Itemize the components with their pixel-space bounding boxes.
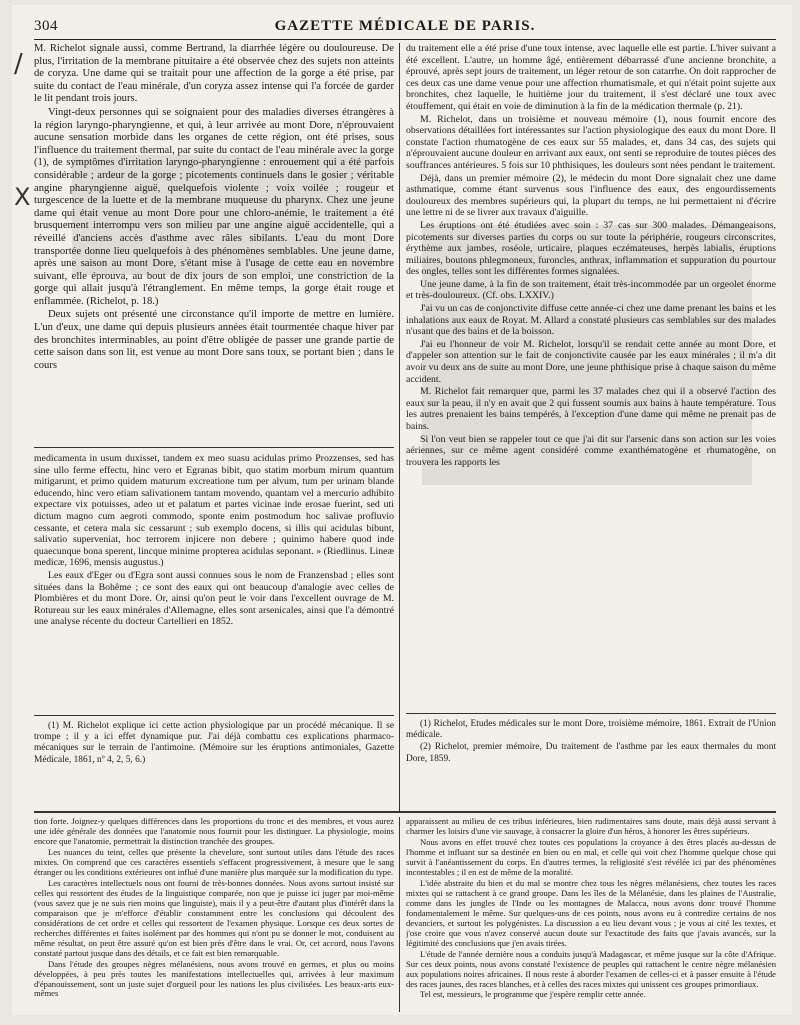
- paragraph: du traitement elle a été prise d'une toux intense, avec laquelle elle est partie. L'hiver suivant a été excellent. L'autre, un homme âgé, entièrement débarrassé d'une ancienne bronchite, a éprouvé, après sept jours de traitement, un léger retour de son catarrhe. On doit rapprocher de ces deux cas une dame venue pour une affection rhumatismale, et qui n'était point sujette aux bronchites, chez laquelle, le huitième jour du traitement, il s'est déclaré une toux avec étouffement, qui était en voie de diminution à la fin de la médication thermale (p. 21).: [406, 43, 776, 112]
- col1-rule: [34, 447, 394, 448]
- margin-x-mark: X: [14, 183, 31, 211]
- paragraph: M. Richelot signale aussi, comme Bertrand, la diarrhée légère ou douloureuse. De plus, l'irritation de la membrane pituitaire a été observée chez des sujets non atteints de coryza. Une dame qui se traitait pour une affection de la gorge a été prise, par suite du contact de l'eau minérale, d'un coryza assez intense qui l'a forcée de garder le lit pendant trois jours.: [34, 43, 394, 105]
- page-number: 304: [34, 18, 58, 34]
- journal-title: GAZETTE MÉDICALE DE PARIS.: [274, 18, 536, 34]
- column-2-footnotes: [406, 719, 776, 766]
- column-1-footnotes: [34, 721, 394, 767]
- paragraph: Les éruptions ont été étudiées avec soin : 37 cas sur 300 malades. Démangeaisons, picotements sur diverses parties du corps ou sur toute la périphérie, rougeurs circonscrites, érythème aux jambes, roséole, urticaire, plaques eczémateuses, herpès labialis, éruptions miliaires, boutons phlegmoneux, furoncles, anthrax, inflammation et suppuration du pourtour des ongles, telles sont les différentes formes signalées.: [406, 219, 776, 278]
- paragraph: Déjà, dans un premier mémoire (2), le médecin du mont Dore signalait chez une dame asthmatique, comme étant survenus sous l'influence des eaux, des engourdissements douloureux des membres supérieurs qui, la plupart du temps, ne lui permettaient ni d'écrire une lettre ni de se livrer aux travaux d'aiguille.: [406, 172, 776, 219]
- column-1-lower: [34, 453, 394, 629]
- paragraph: Les nuances du teint, celles que présente la chevelure, sont surtout utiles dans l'étude des races mixtes. On comprend que ces caractères essentiels s'effacent progressivement, à mesure que le sang étranger ou les conditions extérieures ont influé d'une manière plus marquée sur la modification du type.: [34, 846, 394, 877]
- column-3: [34, 817, 394, 1000]
- margin-slash-mark: /: [14, 49, 23, 79]
- page-header: [34, 15, 776, 40]
- section-divider: [34, 811, 776, 813]
- paragraph: Une jeune dame, à la fin de son traitement, était très-incommodée par un orgeolet énorme et très-douloureux. (Cf. obs. LXXIV.): [406, 278, 776, 302]
- paragraph: Nous avons en effet trouvé chez toutes ces populations la croyance à des êtres placés au-dessus de l'homme et influant sur sa destinée en bien ou en mal, et celle qui voit chez l'homme quelque chose qui survit à l'anéantissement du corps. En d'autres termes, la religiosité s'est révélée ici par des phénomènes incontestables ; il en est de même de la moralité.: [406, 836, 776, 877]
- paragraph: M. Richelot, dans un troisième et nouveau mémoire (1), nous fournit encore des observations détaillées fort intéressantes sur l'action physiologique des eaux du mont Dore. Il constate l'action rhumatogène de ces eaux sur 55 malades, et, dans 34 cas, des sujets qui n'éprouvaient aucune douleur en arrivant aux eaux, ont senti se reproduire de toutes pièces des souffrances antérieures. 5 fois sur 10 phthisiques, les douleurs sont nées pendant le traitement.: [406, 113, 776, 171]
- column-4: [406, 817, 776, 1001]
- paragraph: Les eaux d'Eger ou d'Egra sont aussi connues sous le nom de Franzensbad ; elles sont situées dans la Bohême ; ce sont des eaux qui ont beaucoup d'analogie avec celles de Plombières et du mont Dore. Or, ainsi qu'on peut le voir dans l'excellent ouvrage de M. Rotureau sur les eaux minérales d'Allemagne, elles sont arsenicales, ainsi que l'a démontré une analyse récente du docteur Cartellieri en 1852.: [34, 569, 394, 628]
- paragraph: L'étude de l'année dernière nous a conduits jusqu'à Madagascar, et même jusque sur la côte d'Afrique. Sur ces deux points, nous avons constaté l'existence de peuples qui rattachent le centre nègre mélanésien aux populations noires africaines. Il nous reste à aborder l'examen de celles-ci et à passer ensuite à l'étude des races jaunes, des races blanches, et à celles des races mixtes qui unissent ces groupes primordiaux.: [406, 948, 776, 989]
- col1-footnote-rule: [34, 715, 394, 716]
- footnote: (1) Richelot, Études médicales sur le mont Dore, troisième mémoire, 1861. Extrait de l'Union médicale.: [406, 719, 776, 741]
- paragraph: L'idée abstraite du bien et du mal se montre chez tous les nègres mélanésiens, chez toutes les races mixtes qui se rattachent à ce grand groupe. Dans les îles de la Mélanésie, dans les plaines de l'Australie, comme dans les jungles de l'Inde ou les montagnes de Malacca, nous avons donc trouvé l'homme fondamentalement le même. Sur quelques-uns de ces points, nous avons eu à contredire certains de nos devanciers, et surtout les polygénistes. La discussion a eu lieu devant vous ; je vous ai cité les textes, et j'ose croire que vous n'avez conservé aucun doute sur l'exactitude des faits que j'avais avancés, sur la légitimité des conclusions que j'en avais tirées.: [406, 877, 776, 948]
- column-1: [34, 43, 394, 373]
- footnote: (1) M. Richelot explique ici cette action physiologique par un procédé mécanique. Il se trompe ; il y a ici effet dynamique pur. J'ai déjà combattu ces explications pharmaco-mécaniques sur le terrain de l'antimoine. (Mémoire sur les éruptions antimoniales, Gazette Médicale, 1861, nº 4, 2, 5, 6.): [34, 721, 394, 765]
- paragraph: apparaissent au milieu de ces tribus inférieures, bien rudimentaires sans doute, mais déjà aussi servant à charmer les loisirs d'une vie sauvage, à consacrer la gloire d'un héros, à honorer les êtres supérieurs.: [406, 817, 776, 836]
- paragraph: M. Richelot fait remarquer que, parmi les 37 malades chez qui il a observé l'action des eaux sur la peau, il n'y en avait que 2 qui fussent soumis aux bains à haute température. Tous les autres prenaient les bains tempérés, à l'exception d'une dame qui même ne prenait pas de bains.: [406, 386, 776, 432]
- column-divider-upper: [399, 43, 400, 812]
- paragraph: Deux sujets ont présenté une circonstance qu'il importe de mettre en lumière. L'un d'eux, une dame qui depuis plusieurs années était tourmentée chaque hiver par des bronchites interminables, au point d'être obligée de passer une grande partie de cette saison dans son lit, est venue au mont Dore sans toux, se portant bien ; dans le cours: [34, 309, 394, 371]
- paragraph: J'ai vu un cas de conjonctivite diffuse cette année-ci chez une dame prenant les bains et les inhalations aux eaux de Royat. M. Allard a constaté plusieurs cas semblables sur des malades n'usant que des bains et de la boisson.: [406, 303, 776, 338]
- column-2: [406, 43, 776, 469]
- latin-quotation: medicamenta in usum duxisset, tandem ex meo suasu acidulas primo Prozzenses, sed has sine ullo ferme effectu, hinc vero et Egranas bibit, quo statim morbum mirum quantum mitigarunt, et primo quidem maturum excreatione tum per alvum, tum per urinam blande educendo, hinc vero etiam salivationem tantam movendo, quantam vel a mercurio adhibito expectare vix potuisses, adeo ut et palatum et partes vicinae inde erosae fuerint, sed uti dictum magno cum aegroti commodo, sponte enim postmodum hoc salivae profluvio cessante, et cetera mala sic cessarunt ; sub exemplo docens, si illis qui acidulas bibunt, salivatio superveniat, hoc terrorem injicere non debere ; quinimo habere quod inde quaecunque bona sperent, lincque minime propterea acidulas seponant. » (Riedlinus. Lineæ medicæ, 1696, mensis augustus.): [34, 453, 394, 569]
- column-divider-lower: [399, 817, 400, 1012]
- footnote: (2) Richelot, premier mémoire, Du traitement de l'asthme par les eaux thermales du mont Dore, 1859.: [406, 742, 776, 764]
- paragraph: Si l'on veut bien se rappeler tout ce que j'ai dit sur l'arsenic dans son action sur les voies aériennes, sur ce même agent considéré comme exanthématogène et rhumatogène, on trouvera les rapports les: [406, 433, 776, 468]
- paragraph: tion forte. Joignez-y quelques différences dans les proportions du tronc et des membres, et vous aurez une idée générale des données que l'anatomie nous fournit pour les distinguer. La physiologie, moins encore que l'anatomie, permettrait la distinction tranchée des groupes.: [34, 817, 394, 846]
- paragraph: J'ai eu l'honneur de voir M. Richelot, lorsqu'il se rendait cette année au mont Dore, et d'appeler son attention sur le fait de conjonctivite causée par les eaux minérales ; il m'a dit avoir vu deux ans de suite au mont Dore, une jeune phthisique prise à chaque saison du même accident.: [406, 338, 776, 385]
- paragraph: Dans l'étude des groupes nègres mélanésiens, nous avons trouvé en germes, et plus ou moins développées, à peu près toutes les manifestations intellectuelles qui, arrivées à leur maximum d'épanouissement, sont un juste sujet d'orgueil pour les nations les plus civilisées. Les beaux-arts eux-mêmes: [34, 958, 394, 999]
- paragraph: Vingt-deux personnes qui se soignaient pour des maladies diverses étrangères à la région laryngo-pharyngienne, et qui, à leur arrivée au mont Dore, n'éprouvaient aucune sensation morbide dans les organes de cette région, ont été prises, sous l'influence du traitement thermal, par suite du contact de l'eau minérale avec la gorge (1), de symptômes d'irritation laryngo-pharyngienne : enrouement qui a été parfois considérable ; ardeur de la gorge ; picotements continuels dans le gosier ; véritable angine pharyngienne aiguë, quelquefois violente ; voix voilée ; rougeur et turgescence de la luette et de la membrane muqueuse du pharynx. Chez une jeune dame qui était venue au mont Dore pour une chloro-anémie, le traitement a été brusquement interrompu vers son milieu par une angine aiguë accidentelle, qui a réveillé d'anciens accès d'asthme avec râles sibilants. L'eau du mont Dore transportée donne lieu quelquefois à des phénomènes semblables. Une jeune dame, après une saison au mont Dore, s'étant mise à l'usage de cette eau en novembre suivant, elle éprouva, au bout de dix jours de son emploi, une constriction de la gorge qui allait jusqu'à l'étranglement. En même temps, la gorge était rouge et enflammée. (Richelot, p. 18.): [34, 106, 394, 307]
- col2-footnote-rule: [406, 713, 776, 714]
- paragraph: Tel est, messieurs, le programme que j'espère remplir cette année.: [420, 989, 646, 1000]
- newspaper-page: [12, 5, 792, 1015]
- paragraph: Les caractères intellectuels nous ont fourni de très-bonnes données. Nous avons surtout insisté sur celles qui ressortent des études de la linguistique comparée, non que je puisse ici juger par moi-même (vous savez que je ne suis rien moins que linguiste), mais il y a peut-être d'autant plus d'intérêt dans la comparaison que je m'efforce d'établir constamment entre les conclusions qui découlent des considérations de cet ordre et celles qui ressortent de l'examen physique. Lorsque ces deux sortes de recherches différentes et faites isolément par des hommes qui n'ont pu se donner le mot, conduisent au même résultat, on peut être assuré qu'on est bien près d'être dans le vrai. Or, cet accord, nous l'avons constaté partout jusque dans des détails, et ce fait est bien remarquable.: [34, 877, 394, 958]
